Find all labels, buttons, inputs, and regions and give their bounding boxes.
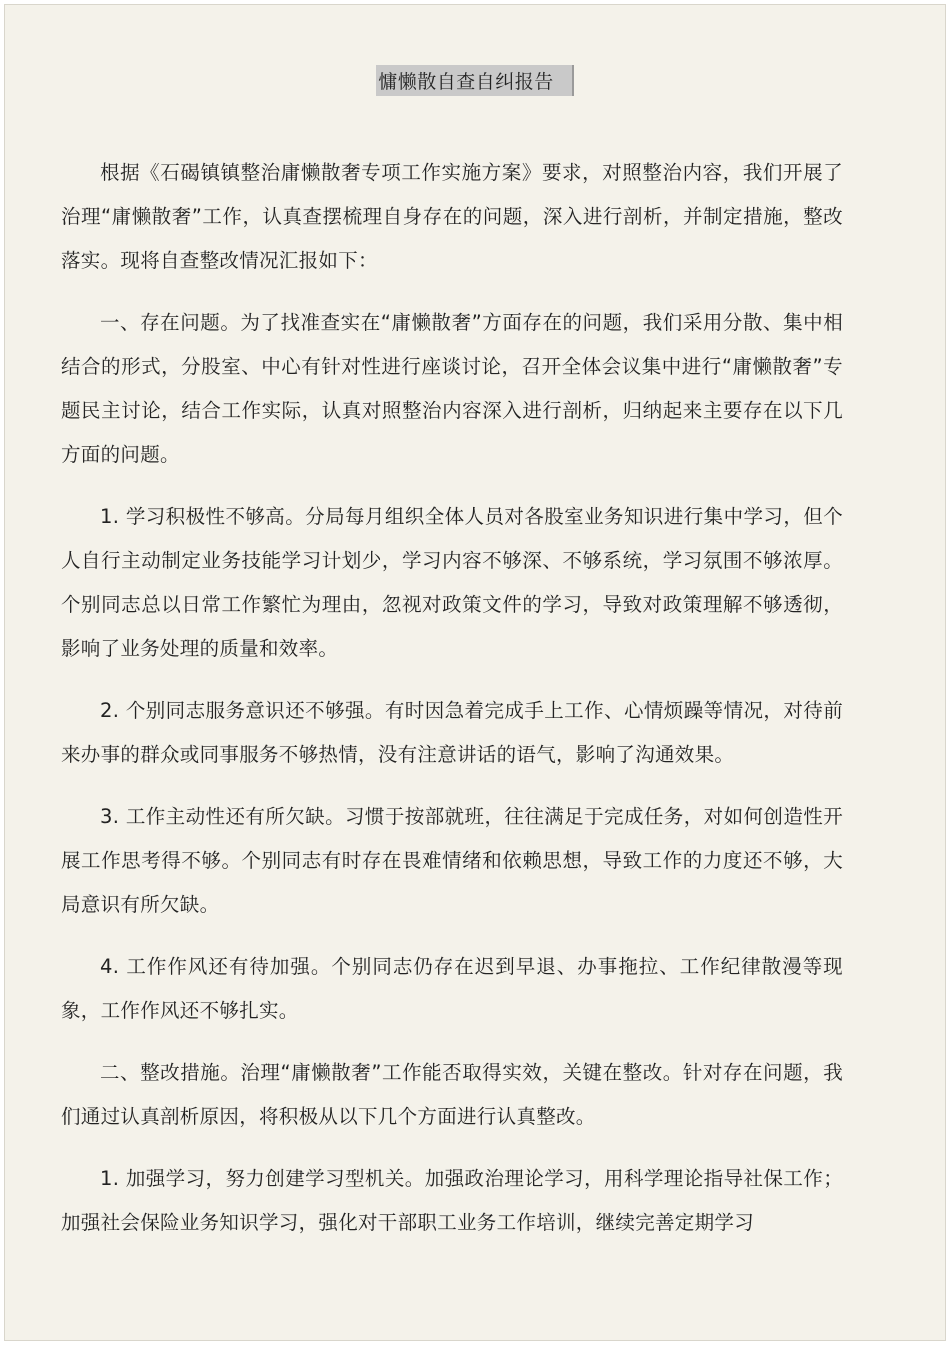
paragraph-problem-2: 2. 个别同志服务意识还不够强。有时因急着完成手上工作、心情烦躁等情况，对待前来办事的群众或同事服务不够热情，没有注意讲话的语气，影响了沟通效果。 <box>61 699 843 766</box>
document-page <box>4 4 946 1341</box>
paragraph-section-problems: 一、存在问题。为了找准查实在“庸懒散奢”方面存在的问题，我们采用分散、集中相结合的形式，分股室、中心有针对性进行座谈讨论，召开全体会议集中进行“庸懒散奢”专题民主讨论，结合工作实际，认真对照整治内容深入进行剖析，归纳起来主要存在以下几方面的问题。 <box>61 311 843 466</box>
title-wrap <box>5 65 945 96</box>
paragraph-intro: 根据《石碣镇镇整治庸懒散奢专项工作实施方案》要求，对照整治内容，我们开展了治理“庸懒散奢”工作，认真查摆梳理自身存在的问题，深入进行剖析，并制定措施，整改落实。现将自查整改情况汇报如下： <box>61 161 843 272</box>
paragraph-section-measures: 二、整改措施。治理“庸懒散奢”工作能否取得实效，关键在整改。针对存在问题，我们通过认真剖析原因，将积极从以下几个方面进行认真整改。 <box>61 1061 843 1128</box>
paragraph-problem-4: 4. 工作作风还有待加强。个别同志仍存在迟到早退、办事拖拉、工作纪律散漫等现象，工作作风还不够扎实。 <box>61 955 843 1022</box>
paragraph-problem-1: 1. 学习积极性不够高。分局每月组织全体人员对各股室业务知识进行集中学习，但个人自行主动制定业务技能学习计划少，学习内容不够深、不够系统，学习氛围不够浓厚。个别同志总以日常工作繁忙为理由，忽视对政策文件的学习，导致对政策理解不够透彻，影响了业务处理的质量和效率。 <box>61 505 843 660</box>
paragraph-measure-1: 1. 加强学习，努力创建学习型机关。加强政治理论学习，用科学理论指导社保工作；加强社会保险业务知识学习，强化对干部职工业务工作培训，继续完善定期学习 <box>61 1167 843 1234</box>
document-title: 慵懒散自查自纠报告 <box>376 65 574 96</box>
paragraph-problem-3: 3. 工作主动性还有所欠缺。习惯于按部就班，往往满足于完成任务，对如何创造性开展工作思考得不够。个别同志有时存在畏难情绪和依赖思想，导致工作的力度还不够，大局意识有所欠缺。 <box>61 805 843 916</box>
document-body <box>61 151 843 1263</box>
